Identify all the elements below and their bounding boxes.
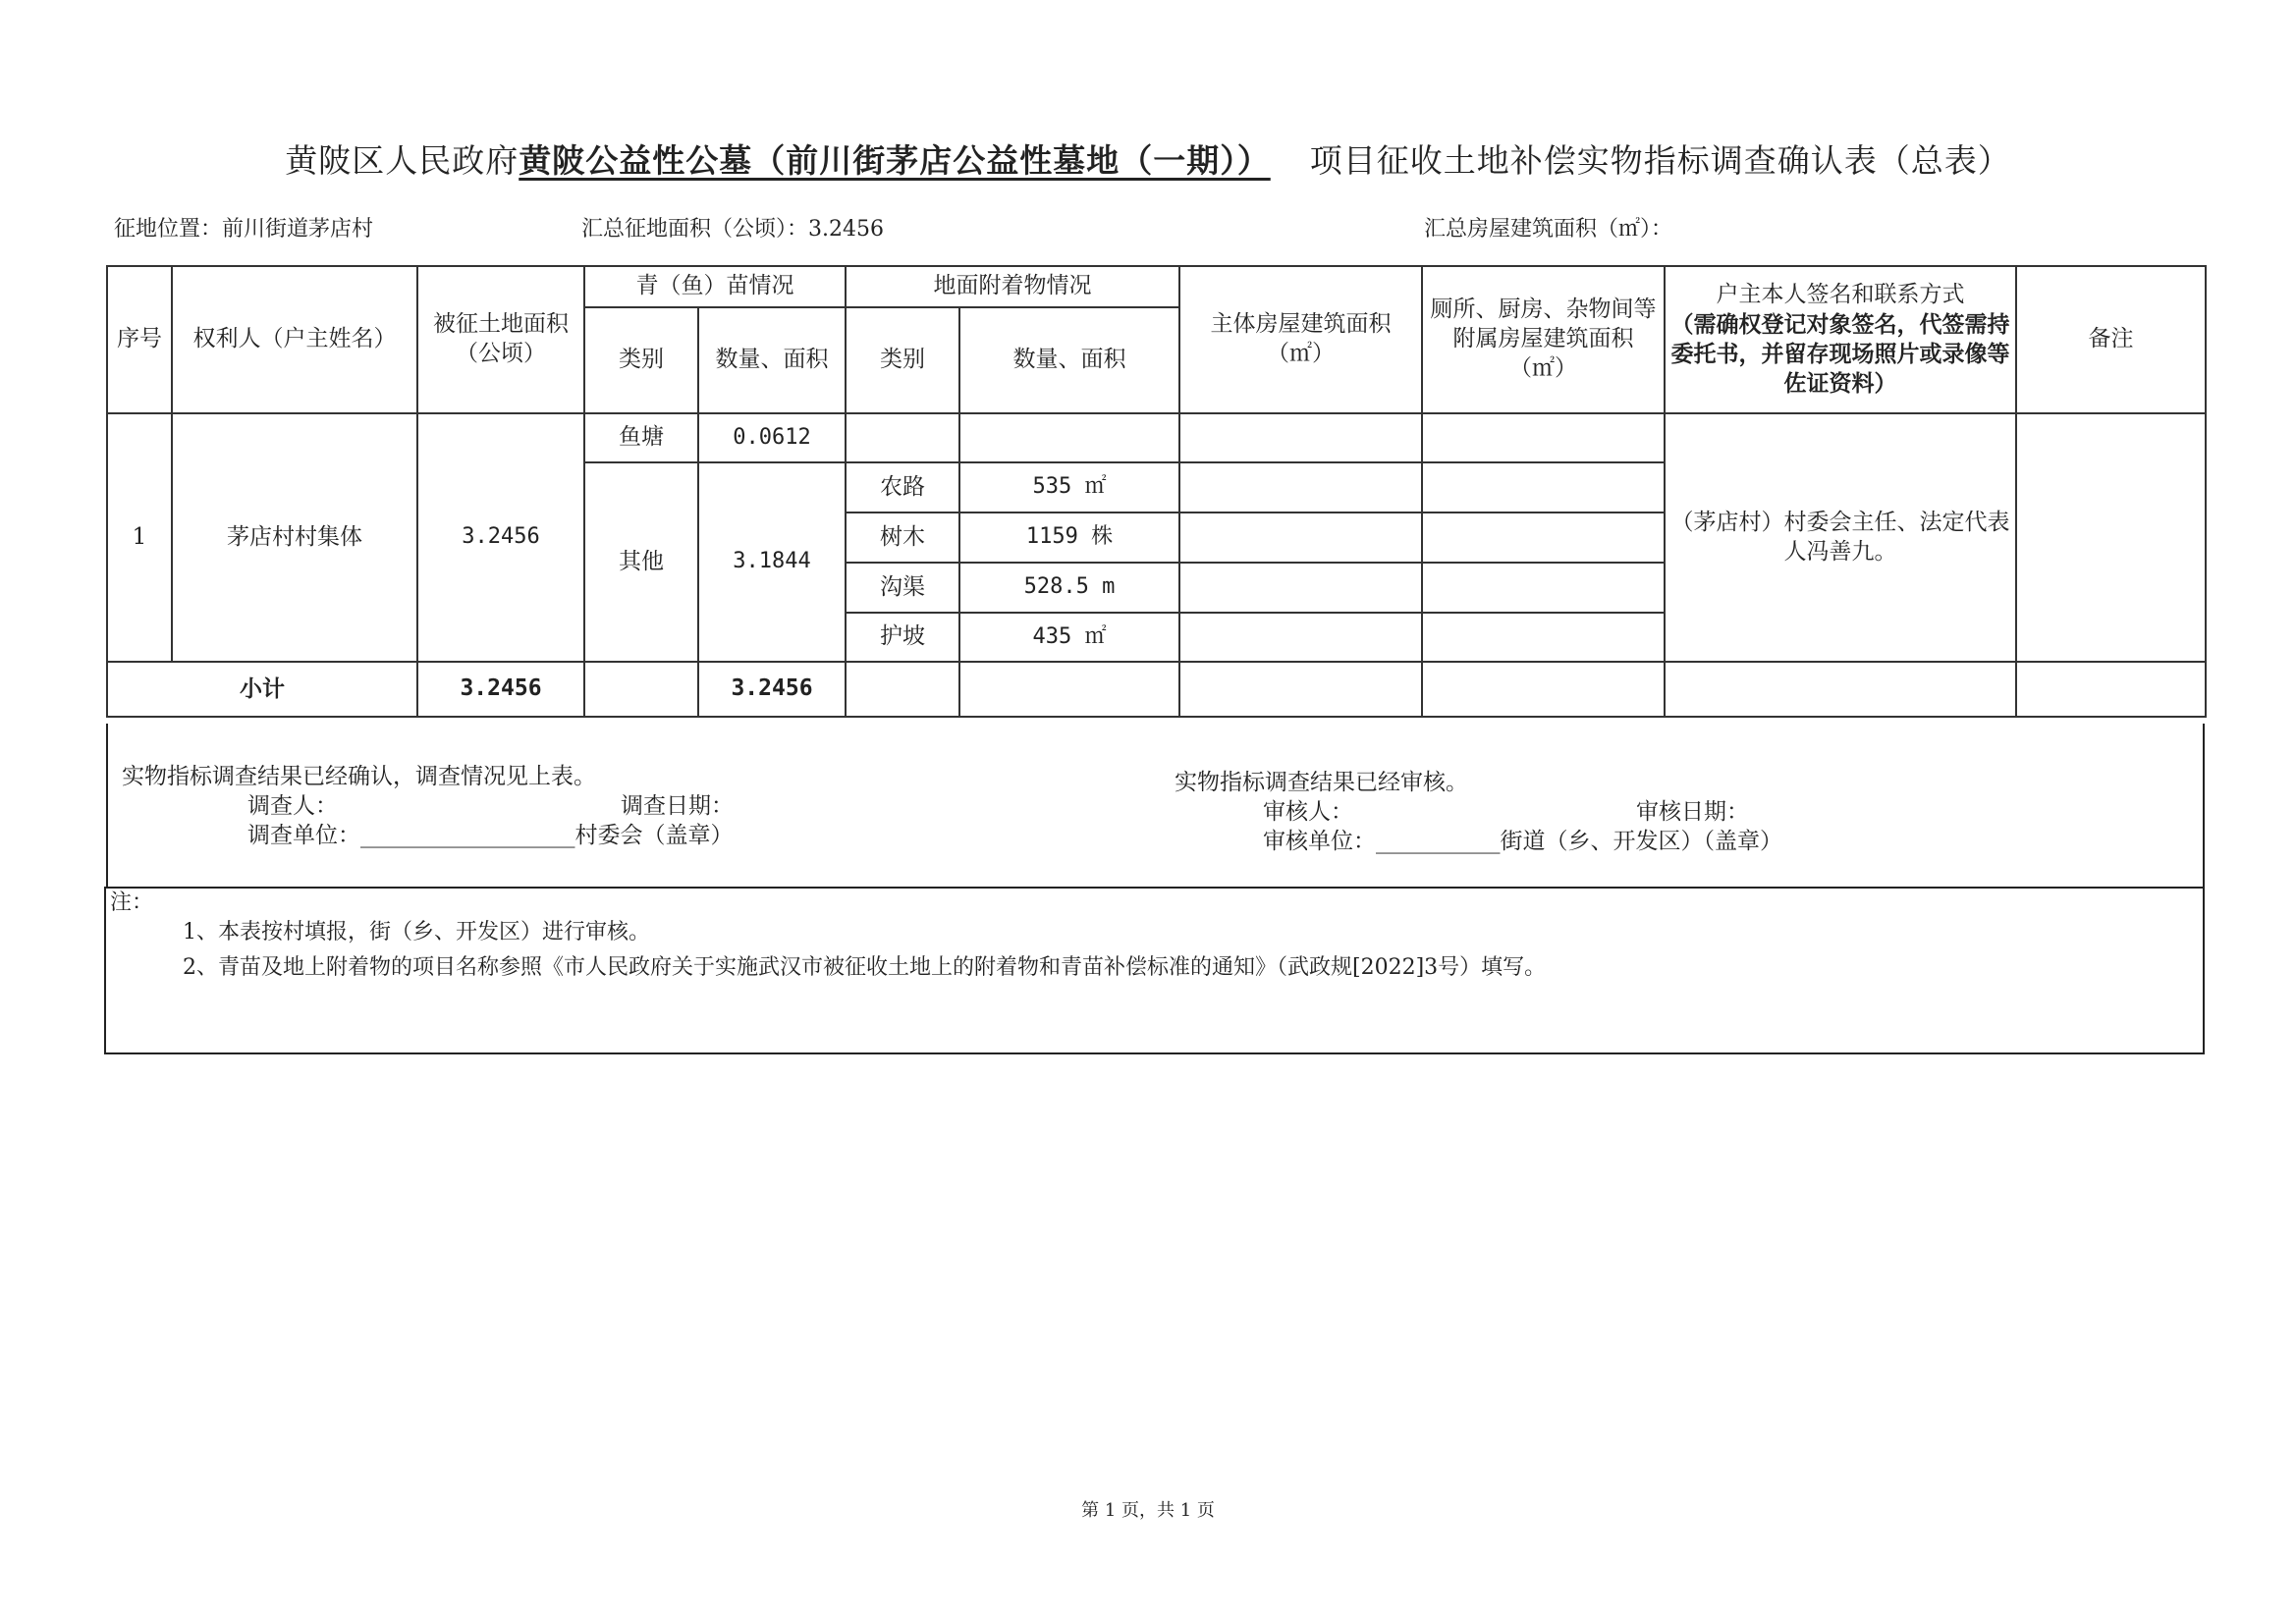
attach-value-2: 1159 株 bbox=[959, 512, 1179, 563]
attach-category-2: 树木 bbox=[846, 512, 959, 563]
subtotal-empty bbox=[584, 662, 698, 717]
main-building-cell bbox=[1179, 613, 1422, 662]
investigate-date-label: 调查日期： bbox=[621, 793, 734, 819]
seed-value-2: 3.1844 bbox=[698, 462, 846, 662]
seed-value-1: 0.0612 bbox=[698, 413, 846, 462]
investigator-label: 调查人： bbox=[247, 793, 338, 819]
attach-value-4: 435 ㎡ bbox=[959, 613, 1179, 662]
head-attach-category: 类别 bbox=[846, 307, 959, 413]
main-building-cell bbox=[1179, 512, 1422, 563]
total-area-info: 汇总征地面积（公顷）：3.2456 bbox=[581, 217, 884, 242]
review-unit-label: 审核单位：___________街道（乡、开发区）（盖章） bbox=[1263, 829, 1782, 854]
review-text: 实物指标调查结果已经审核。 bbox=[1175, 770, 1468, 795]
head-seedlings: 青（鱼）苗情况 bbox=[584, 266, 846, 307]
row-remark bbox=[2016, 413, 2206, 662]
compensation-table bbox=[106, 265, 2207, 718]
row-owner: 茅店村村集体 bbox=[172, 413, 417, 662]
subtotal-empty bbox=[959, 662, 1179, 717]
title-prefix: 黄陂区人民政府 bbox=[285, 141, 519, 180]
attach-value-1: 535 ㎡ bbox=[959, 462, 1179, 512]
subtotal-empty bbox=[1422, 662, 1665, 717]
attach-empty-value bbox=[959, 413, 1179, 462]
head-seed-qty: 数量、面积 bbox=[698, 307, 846, 413]
confirm-text: 实物指标调查结果已经确认，调查情况见上表。 bbox=[122, 764, 596, 789]
main-building-cell bbox=[1179, 413, 1422, 462]
subtotal-empty bbox=[2016, 662, 2206, 717]
aux-building-cell bbox=[1422, 413, 1665, 462]
subtotal-empty bbox=[1179, 662, 1422, 717]
note-item: 1、本表按村填报，街（乡、开发区）进行审核。 bbox=[183, 920, 650, 944]
main-building-cell bbox=[1179, 462, 1422, 512]
head-owner: 权利人（户主姓名） bbox=[172, 266, 417, 413]
document-title bbox=[0, 135, 2296, 182]
page-footer: 第 1 页，共 1 页 bbox=[1081, 1500, 1215, 1521]
head-seq: 序号 bbox=[107, 266, 172, 413]
seed-category-1: 鱼塘 bbox=[584, 413, 698, 462]
subtotal-label: 小计 bbox=[107, 662, 417, 717]
title-suffix: 项目征收土地补偿实物指标调查确认表（总表） bbox=[1309, 141, 2011, 180]
table-row bbox=[107, 413, 2206, 462]
attach-category-4: 护坡 bbox=[846, 613, 959, 662]
review-date-label: 审核日期： bbox=[1636, 799, 1749, 825]
head-aux-building: 厕所、厨房、杂物间等附属房屋建筑面积（㎡） bbox=[1422, 266, 1665, 413]
head-attach-qty: 数量、面积 bbox=[959, 307, 1179, 413]
project-name: 黄陂公益性公墓（前川街茅店公益性墓地（一期）） bbox=[519, 141, 1271, 180]
notes-label: 注： bbox=[110, 890, 154, 915]
aux-building-cell bbox=[1422, 613, 1665, 662]
head-signature bbox=[1665, 266, 2016, 413]
head-seed-category: 类别 bbox=[584, 307, 698, 413]
head-land-area: 被征土地面积（公顷） bbox=[417, 266, 584, 413]
building-area-info: 汇总房屋建筑面积（㎡）： bbox=[1424, 217, 1673, 242]
header-row-1 bbox=[107, 266, 2206, 307]
attach-category-1: 农路 bbox=[846, 462, 959, 512]
attach-value-3: 528.5 m bbox=[959, 563, 1179, 613]
head-attachments: 地面附着物情况 bbox=[846, 266, 1179, 307]
note-item: 2、青苗及地上附着物的项目名称参照《市人民政府关于实施武汉市被征收土地上的附着物和青苗补偿标准的通知》（武政规[2022]3号）填写。 bbox=[183, 955, 1547, 980]
aux-building-cell bbox=[1422, 512, 1665, 563]
head-signature-note: （需确权登记对象签名，代签需持委托书，并留存现场照片或录像等佐证资料） bbox=[1670, 311, 2010, 397]
subtotal-land-area: 3.2456 bbox=[417, 662, 584, 717]
attach-empty-category bbox=[846, 413, 959, 462]
row-signature: （茅店村）村委会主任、法定代表人冯善九。 bbox=[1665, 413, 2016, 662]
main-building-cell bbox=[1179, 563, 1422, 613]
location-info: 征地位置：前川街道茅店村 bbox=[114, 217, 374, 242]
reviewer-label: 审核人： bbox=[1263, 799, 1353, 825]
confirmation-box bbox=[106, 724, 2205, 889]
row-land-area: 3.2456 bbox=[417, 413, 584, 662]
subtotal-seed-total: 3.2456 bbox=[698, 662, 846, 717]
head-remark: 备注 bbox=[2016, 266, 2206, 413]
subtotal-empty bbox=[846, 662, 959, 717]
subtotal-empty bbox=[1665, 662, 2016, 717]
seed-category-2: 其他 bbox=[584, 462, 698, 662]
aux-building-cell bbox=[1422, 462, 1665, 512]
aux-building-cell bbox=[1422, 563, 1665, 613]
row-seq: 1 bbox=[107, 413, 172, 662]
investigate-unit-label: 调查单位：___________________村委会（盖章） bbox=[247, 823, 734, 848]
head-main-building: 主体房屋建筑面积（㎡） bbox=[1179, 266, 1422, 413]
attach-category-3: 沟渠 bbox=[846, 563, 959, 613]
head-signature-title: 户主本人签名和联系方式 bbox=[1716, 282, 1965, 308]
subtotal-row bbox=[107, 662, 2206, 717]
